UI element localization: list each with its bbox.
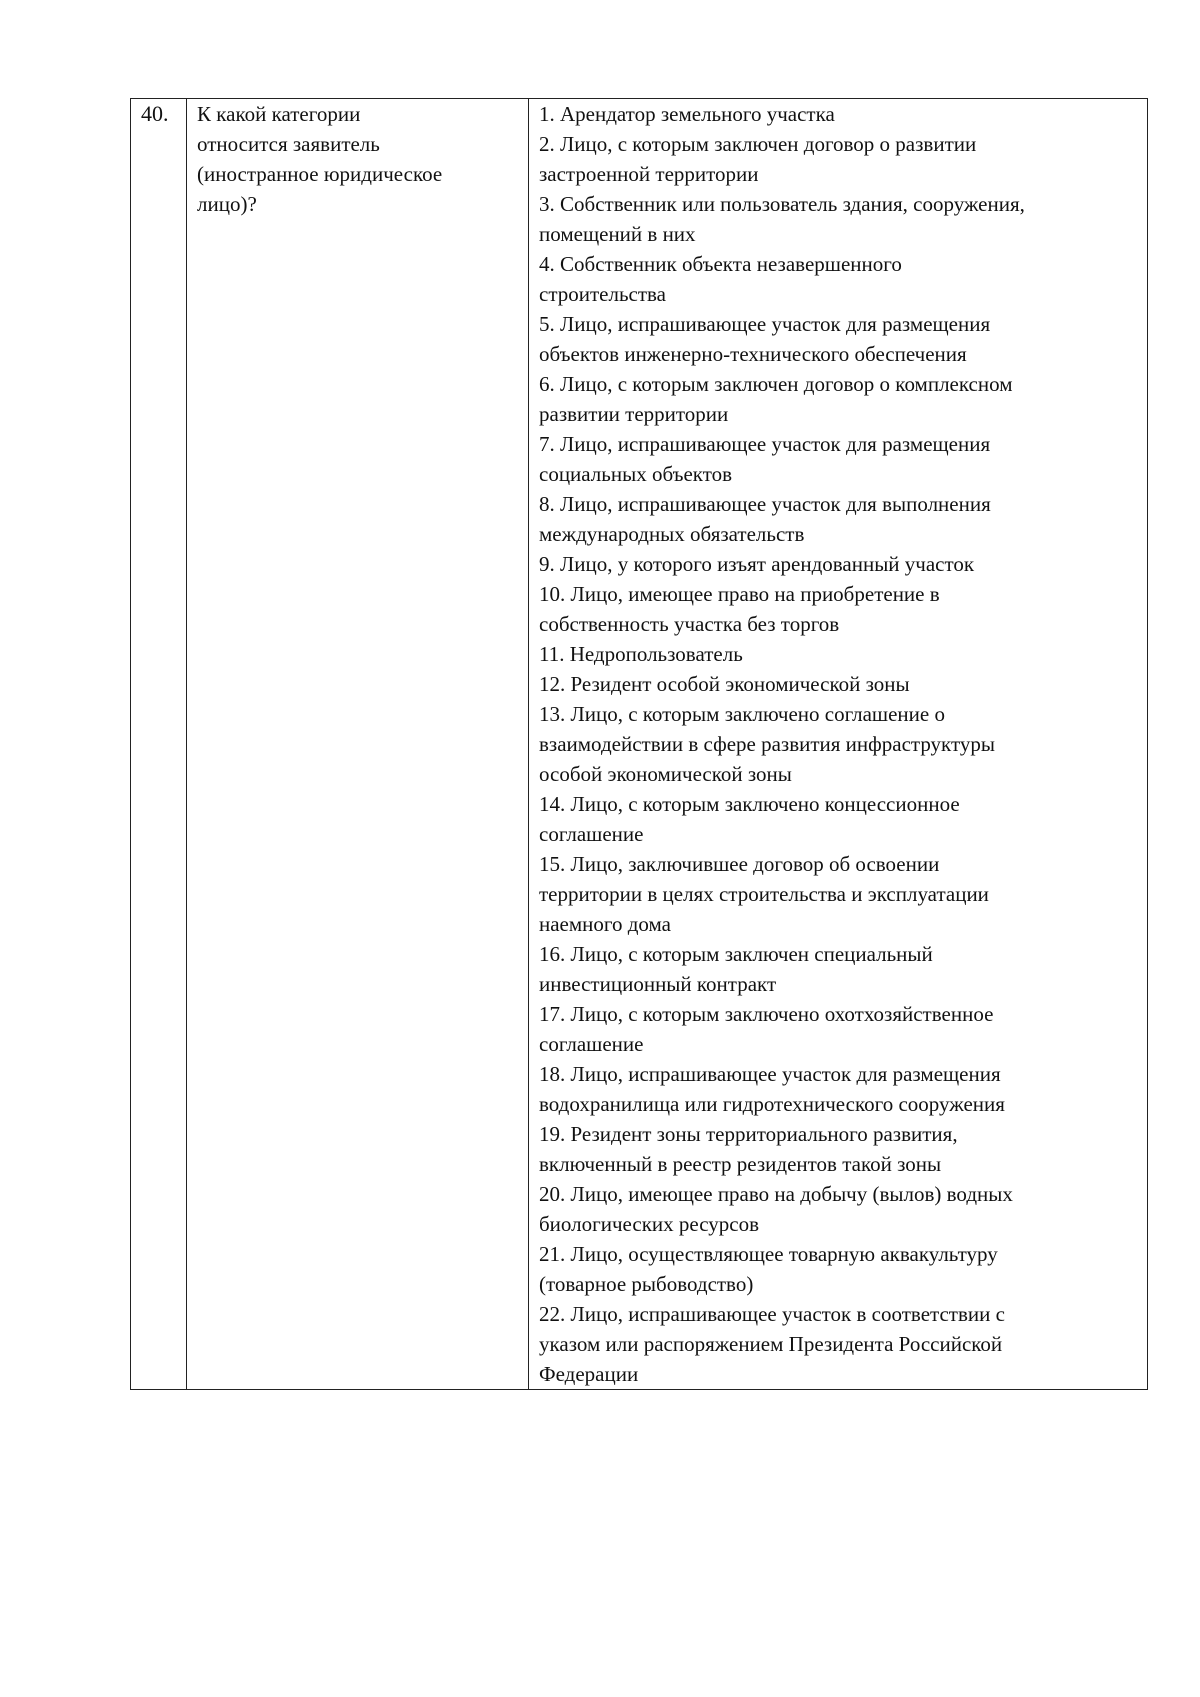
answer-line: объектов инженерно-технического обеспечения: [539, 342, 967, 366]
answer-line: 2. Лицо, с которым заключен договор о развитии: [539, 132, 977, 156]
answer-line: указом или распоряжением Президента Российской: [539, 1332, 1003, 1356]
answer-line: 21. Лицо, осуществляющее товарную аквакультуру: [539, 1242, 998, 1266]
answer-line: 13. Лицо, с которым заключено соглашение о: [539, 702, 945, 726]
answers-cell: [529, 99, 1148, 1390]
question-text-line: лицо)?: [197, 192, 257, 216]
answer-line: 14. Лицо, с которым заключено концессионное: [539, 792, 960, 816]
answer-line: 7. Лицо, испрашивающее участок для размещения: [539, 432, 991, 456]
answer-line: наемного дома: [539, 912, 671, 936]
answer-line: 15. Лицо, заключившее договор об освоении: [539, 852, 940, 876]
answer-line: международных обязательств: [539, 522, 805, 546]
answer-line: соглашение: [539, 1032, 644, 1056]
answer-line: территории в целях строительства и эксплуатации: [539, 882, 989, 906]
answer-line: 20. Лицо, имеющее право на добычу (вылов) водных: [539, 1182, 1013, 1206]
answer-line: развитии территории: [539, 402, 729, 426]
answer-line: 17. Лицо, с которым заключено охотхозяйственное: [539, 1002, 994, 1026]
answer-line: 1. Арендатор земельного участка: [539, 102, 835, 126]
question-table: [130, 98, 1148, 1390]
answer-line: застроенной территории: [539, 162, 759, 186]
answer-line: 22. Лицо, испрашивающее участок в соответствии с: [539, 1302, 1005, 1326]
answer-line: 19. Резидент зоны территориального развития,: [539, 1122, 958, 1146]
answer-line: 18. Лицо, испрашивающее участок для размещения: [539, 1062, 1001, 1086]
answer-line: соглашение: [539, 822, 644, 846]
answer-line: собственность участка без торгов: [539, 612, 840, 636]
answer-line: 12. Резидент особой экономической зоны: [539, 672, 910, 696]
answer-line: 3. Собственник или пользователь здания, сооружения,: [539, 192, 1025, 216]
answer-line: особой экономической зоны: [539, 762, 792, 786]
answer-line: водохранилища или гидротехнического сооружения: [539, 1092, 1005, 1116]
table-row: [131, 99, 1148, 1390]
question-text-line: К какой категории: [197, 102, 361, 126]
answer-line: 5. Лицо, испрашивающее участок для размещения: [539, 312, 991, 336]
answer-line: 11. Недропользователь: [539, 642, 743, 666]
answer-line: (товарное рыбоводство): [539, 1272, 754, 1296]
answer-line: биологических ресурсов: [539, 1212, 760, 1236]
answer-line: включенный в реестр резидентов такой зоны: [539, 1152, 942, 1176]
answer-line: строительства: [539, 282, 667, 306]
answer-line: 16. Лицо, с которым заключен специальный: [539, 942, 933, 966]
answer-line: инвестиционный контракт: [539, 972, 777, 996]
answer-line: Федерации: [539, 1362, 639, 1386]
answer-line: 9. Лицо, у которого изъят арендованный участок: [539, 552, 975, 576]
answer-line: 8. Лицо, испрашивающее участок для выполнения: [539, 492, 991, 516]
question-text-line: (иностранное юридическое: [197, 162, 443, 186]
answer-line: помещений в них: [539, 222, 696, 246]
question-number: 40.: [131, 99, 187, 1390]
answer-line: 4. Собственник объекта незавершенного: [539, 252, 902, 276]
answer-line: 6. Лицо, с которым заключен договор о комплексном: [539, 372, 1013, 396]
question-text-cell: [187, 99, 529, 1390]
answer-line: взаимодействии в сфере развития инфраструктуры: [539, 732, 995, 756]
answer-line: 10. Лицо, имеющее право на приобретение в: [539, 582, 940, 606]
question-text-line: относится заявитель: [197, 132, 380, 156]
answer-line: социальных объектов: [539, 462, 733, 486]
